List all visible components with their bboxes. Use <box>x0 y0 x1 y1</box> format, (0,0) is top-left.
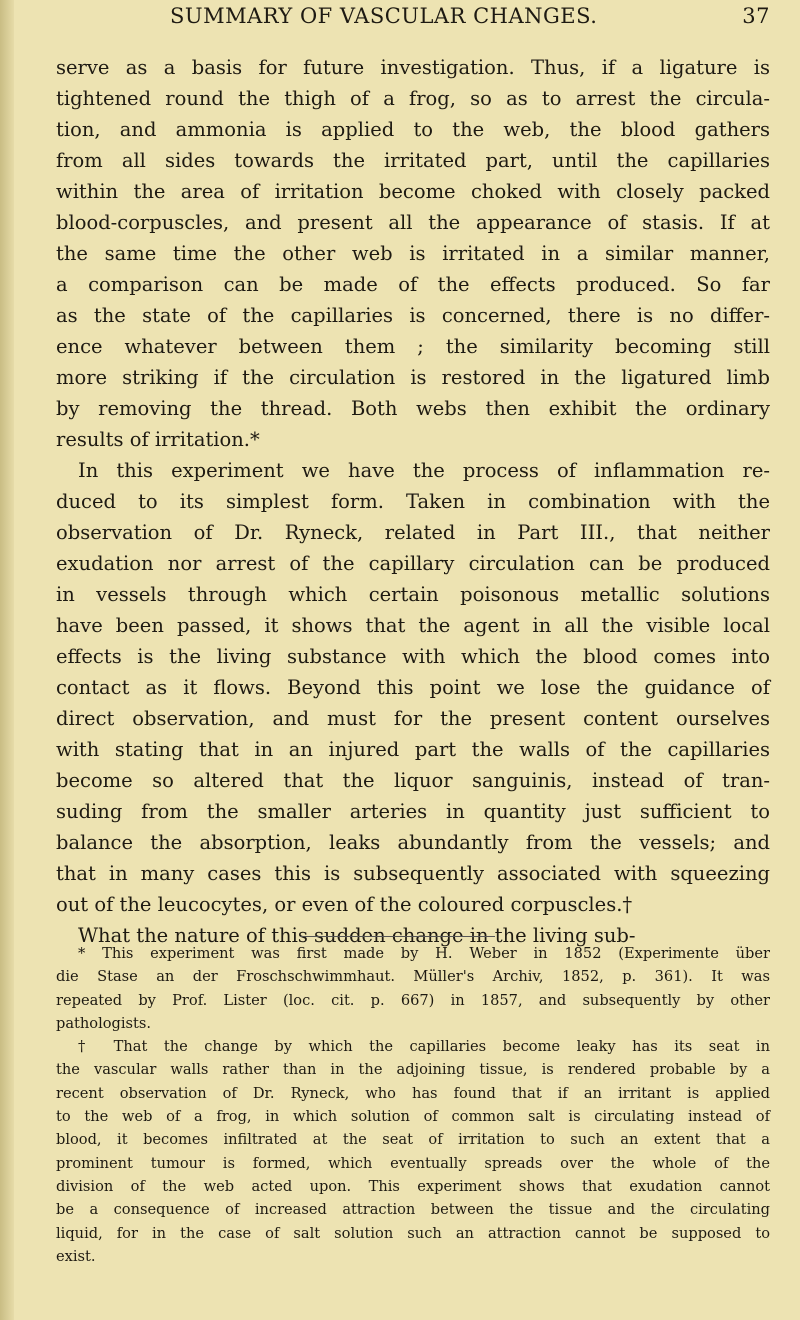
footnote-line: exist. <box>56 1247 96 1265</box>
footnote-line: recent observation of Dr. Ryneck, who has found that if an irritant is applied <box>56 1084 770 1102</box>
body-line: serve as a basis for future investigation. Thus, if a ligature is <box>56 56 770 79</box>
body-line: with stating that in an injured part the walls of the capillaries <box>56 738 770 761</box>
body-line: In this experiment we have the process of inflammation re- <box>78 459 770 482</box>
body-line: out of the leucocytes, or even of the coloured corpuscles.† <box>56 893 633 916</box>
footnote-line: prominent tumour is formed, which eventually spreads over the whole of the <box>56 1154 770 1172</box>
body-line: suding from the smaller arteries in quantity just sufficient to <box>56 800 770 823</box>
body-line: exudation nor arrest of the capillary circulation can be produced <box>56 552 770 575</box>
footnotes <box>56 942 770 1268</box>
body-line: a comparison can be made of the effects produced. So far <box>56 273 770 296</box>
footnote-line: die Stase an der Froschschwimmhaut. Müller's Archiv, 1852, p. 361). It was <box>56 968 770 986</box>
body-line: from all sides towards the irritated part, until the capillaries <box>56 149 770 172</box>
body-line: duced to its simplest form. Taken in combination with the <box>56 490 770 513</box>
header-title: SUMMARY OF VASCULAR CHANGES. <box>170 4 598 28</box>
body-line: direct observation, and must for the present content ourselves <box>56 707 770 730</box>
footnote-line: to the web of a frog, in which solution of common salt is circulating instead of <box>56 1108 770 1126</box>
body-line: observation of Dr. Ryneck, related in Part III., that neither <box>56 521 770 544</box>
footnote-line: the vascular walls rather than in the adjoining tissue, is rendered probable by a <box>56 1061 770 1079</box>
footnote-line: division of the web acted upon. This experiment shows that exudation cannot <box>56 1177 770 1195</box>
body-line: within the area of irritation become choked with closely packed <box>56 180 770 203</box>
body-line: contact as it flows. Beyond this point we lose the guidance of <box>56 676 770 699</box>
footnote-line: repeated by Prof. Lister (loc. cit. p. 667) in 1857, and subsequently by other <box>56 991 770 1009</box>
body-line: as the state of the capillaries is concerned, there is no differ- <box>56 304 770 327</box>
footnote-line: * This experiment was first made by H. Weber in 1852 (Experimente über <box>78 945 770 962</box>
body-line: results of irritation.* <box>56 428 260 451</box>
body-line: that in many cases this is subsequently associated with squeezing <box>56 862 770 885</box>
footnote-line: blood, it becomes infiltrated at the seat of irritation to such an extent that a <box>56 1131 770 1149</box>
body-line: effects is the living substance with which the blood comes into <box>56 645 770 668</box>
running-header <box>170 4 770 28</box>
body-line: by removing the thread. Both webs then exhibit the ordinary <box>56 397 770 420</box>
body-line: become so altered that the liquor sanguinis, instead of tran- <box>56 769 770 792</box>
body-line: tion, and ammonia is applied to the web, the blood gathers <box>56 118 770 141</box>
page-number: 37 <box>742 4 770 28</box>
body-line: balance the absorption, leaks abundantly from the vessels; and <box>56 831 770 854</box>
body-line: What the nature of this sudden change in the living sub- <box>78 924 636 947</box>
body-line: in vessels through which certain poisonous metallic solutions <box>56 583 770 606</box>
body-line: blood-corpuscles, and present all the appearance of stasis. If at <box>56 211 770 234</box>
body-text <box>56 52 770 951</box>
body-line: have been passed, it shows that the agent in all the visible local <box>56 614 770 637</box>
footnote-line: be a consequence of increased attraction between the tissue and the circulating <box>56 1201 770 1219</box>
footnote-line: liquid, for in the case of salt solution such an attraction cannot be supposed to <box>56 1224 770 1242</box>
footnote-line: pathologists. <box>56 1014 152 1032</box>
body-line: the same time the other web is irritated in a similar manner, <box>56 242 770 265</box>
footnote-divider <box>300 936 495 937</box>
page-binding-edge <box>0 0 14 1320</box>
footnote-line: † That the change by which the capillaries become leaky has its seat in <box>78 1038 770 1056</box>
body-line: ence whatever between them ; the similarity becoming still <box>56 335 770 358</box>
body-line: tightened round the thigh of a frog, so as to arrest the circula- <box>56 87 770 110</box>
body-line: more striking if the circulation is restored in the ligatured limb <box>56 366 770 389</box>
